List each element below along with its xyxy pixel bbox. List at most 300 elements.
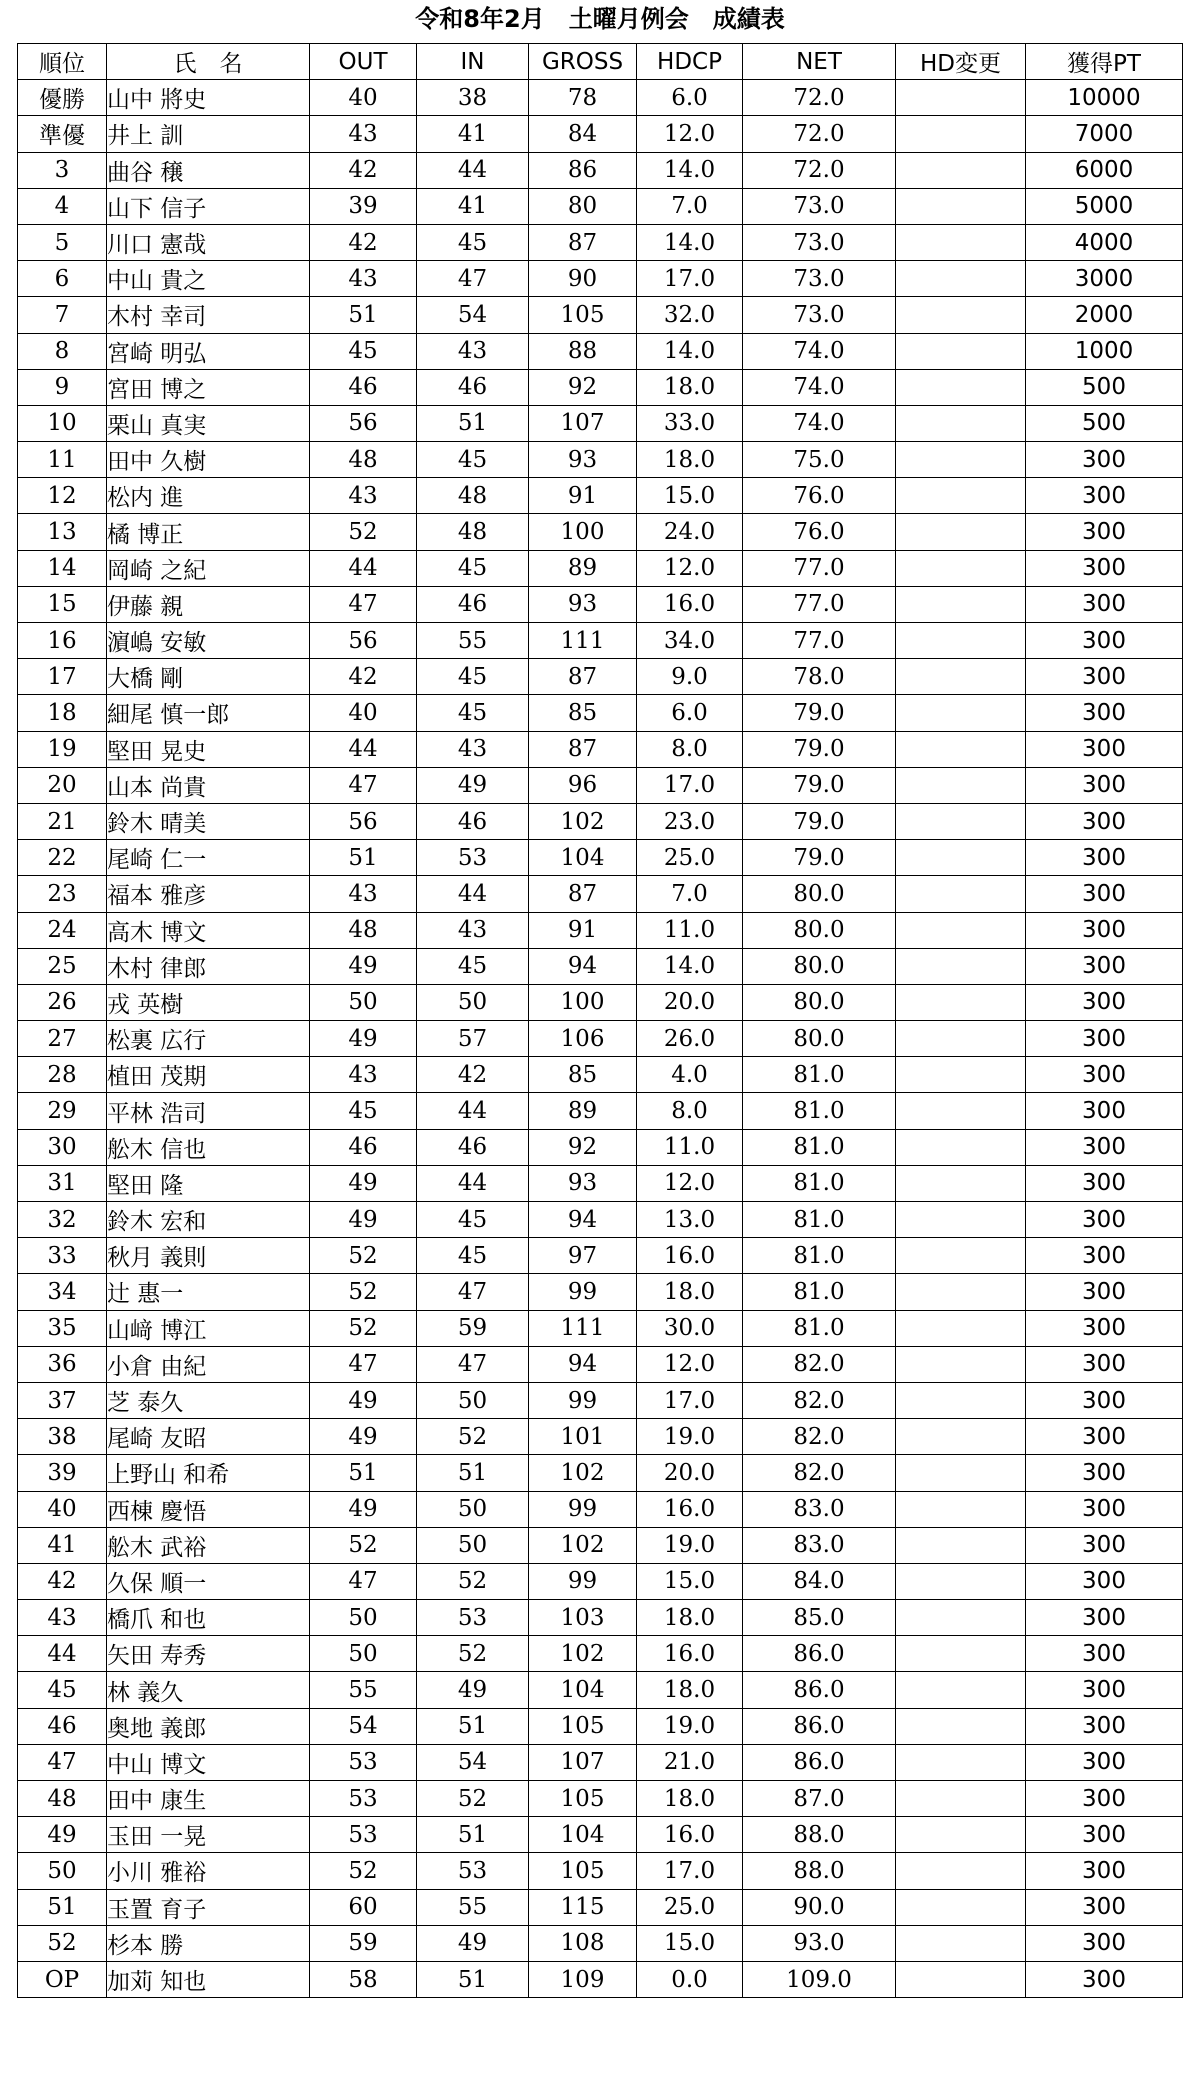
hdcp-cell: 18.0: [637, 1274, 743, 1310]
out-cell: 46: [310, 1129, 417, 1165]
net-cell: 74.0: [743, 333, 896, 369]
in-cell: 50: [417, 1382, 529, 1418]
in-cell: 53: [417, 840, 529, 876]
out-cell: 49: [310, 948, 417, 984]
hdcp-cell: 17.0: [637, 1382, 743, 1418]
rank-cell: 52: [18, 1925, 107, 1961]
points-cell: 300: [1026, 1853, 1183, 1889]
hdcp-cell: 25.0: [637, 840, 743, 876]
net-cell: 73.0: [743, 261, 896, 297]
points-cell: 300: [1026, 840, 1183, 876]
net-cell: 86.0: [743, 1708, 896, 1744]
net-cell: 81.0: [743, 1129, 896, 1165]
hdcp-cell: 13.0: [637, 1202, 743, 1238]
hdcp-cell: 17.0: [637, 1853, 743, 1889]
hd-change-cell: [896, 1853, 1026, 1889]
out-cell: 45: [310, 1093, 417, 1129]
in-cell: 45: [417, 550, 529, 586]
in-cell: 45: [417, 695, 529, 731]
table-row: [18, 623, 1183, 659]
hd-change-cell: [896, 333, 1026, 369]
in-cell: 50: [417, 1527, 529, 1563]
table-row: [18, 297, 1183, 333]
gross-cell: 102: [529, 1455, 637, 1491]
in-cell: 57: [417, 1021, 529, 1057]
name-cell: 山﨑 博江: [107, 1310, 310, 1346]
table-row: [18, 840, 1183, 876]
hdcp-cell: 14.0: [637, 948, 743, 984]
hdcp-cell: 24.0: [637, 514, 743, 550]
points-cell: 300: [1026, 876, 1183, 912]
gross-cell: 93: [529, 586, 637, 622]
table-row: [18, 876, 1183, 912]
hdcp-cell: 18.0: [637, 442, 743, 478]
net-cell: 78.0: [743, 659, 896, 695]
rank-cell: 44: [18, 1636, 107, 1672]
gross-cell: 94: [529, 948, 637, 984]
points-cell: 300: [1026, 731, 1183, 767]
rank-cell: 31: [18, 1165, 107, 1201]
rank-cell: 準優: [18, 116, 107, 152]
gross-cell: 84: [529, 116, 637, 152]
in-cell: 48: [417, 514, 529, 550]
rank-cell: 6: [18, 261, 107, 297]
hd-change-cell: [896, 803, 1026, 839]
hd-change-cell: [896, 1455, 1026, 1491]
points-cell: 6000: [1026, 152, 1183, 188]
hdcp-cell: 16.0: [637, 1238, 743, 1274]
out-cell: 44: [310, 731, 417, 767]
gross-cell: 99: [529, 1274, 637, 1310]
hdcp-cell: 21.0: [637, 1744, 743, 1780]
name-cell: 橋爪 和也: [107, 1600, 310, 1636]
points-cell: 5000: [1026, 188, 1183, 224]
hdcp-cell: 15.0: [637, 1925, 743, 1961]
table-row: [18, 188, 1183, 224]
out-cell: 52: [310, 514, 417, 550]
hd-change-cell: [896, 550, 1026, 586]
hd-change-cell: [896, 188, 1026, 224]
rank-cell: 14: [18, 550, 107, 586]
gross-cell: 104: [529, 1817, 637, 1853]
out-cell: 40: [310, 695, 417, 731]
net-cell: 109.0: [743, 1961, 896, 1997]
out-cell: 59: [310, 1925, 417, 1961]
rank-cell: 38: [18, 1419, 107, 1455]
table-row: [18, 1021, 1183, 1057]
net-cell: 76.0: [743, 514, 896, 550]
net-cell: 79.0: [743, 840, 896, 876]
rank-cell: 優勝: [18, 80, 107, 116]
name-cell: 中山 博文: [107, 1744, 310, 1780]
hd-change-cell: [896, 876, 1026, 912]
col-header-out: OUT: [310, 44, 417, 80]
out-cell: 43: [310, 261, 417, 297]
col-header-hdcp: HDCP: [637, 44, 743, 80]
hdcp-cell: 34.0: [637, 623, 743, 659]
hd-change-cell: [896, 1165, 1026, 1201]
net-cell: 80.0: [743, 876, 896, 912]
hd-change-cell: [896, 1527, 1026, 1563]
rank-cell: 43: [18, 1600, 107, 1636]
out-cell: 49: [310, 1202, 417, 1238]
net-cell: 74.0: [743, 369, 896, 405]
points-cell: 300: [1026, 1563, 1183, 1599]
table-row: [18, 1636, 1183, 1672]
in-cell: 51: [417, 405, 529, 441]
net-cell: 80.0: [743, 948, 896, 984]
name-cell: 松内 進: [107, 478, 310, 514]
in-cell: 45: [417, 948, 529, 984]
rank-cell: 34: [18, 1274, 107, 1310]
points-cell: 300: [1026, 695, 1183, 731]
in-cell: 46: [417, 369, 529, 405]
points-cell: 2000: [1026, 297, 1183, 333]
in-cell: 51: [417, 1817, 529, 1853]
name-cell: 植田 茂期: [107, 1057, 310, 1093]
table-row: [18, 478, 1183, 514]
rank-cell: 7: [18, 297, 107, 333]
points-cell: 300: [1026, 442, 1183, 478]
table-row: [18, 1274, 1183, 1310]
points-cell: 300: [1026, 1925, 1183, 1961]
points-cell: 7000: [1026, 116, 1183, 152]
points-cell: 4000: [1026, 224, 1183, 260]
in-cell: 48: [417, 478, 529, 514]
out-cell: 56: [310, 803, 417, 839]
table-row: [18, 659, 1183, 695]
col-header-points: 獲得PT: [1026, 44, 1183, 80]
points-cell: 300: [1026, 1817, 1183, 1853]
points-cell: 10000: [1026, 80, 1183, 116]
in-cell: 52: [417, 1781, 529, 1817]
table-row: [18, 333, 1183, 369]
out-cell: 47: [310, 586, 417, 622]
rank-cell: 23: [18, 876, 107, 912]
hd-change-cell: [896, 984, 1026, 1020]
name-cell: 宮田 博之: [107, 369, 310, 405]
hdcp-cell: 8.0: [637, 1093, 743, 1129]
points-cell: 500: [1026, 369, 1183, 405]
out-cell: 40: [310, 80, 417, 116]
in-cell: 50: [417, 1491, 529, 1527]
table-row: [18, 152, 1183, 188]
out-cell: 52: [310, 1853, 417, 1889]
gross-cell: 111: [529, 623, 637, 659]
gross-cell: 94: [529, 1346, 637, 1382]
hd-change-cell: [896, 369, 1026, 405]
rank-cell: 47: [18, 1744, 107, 1780]
hd-change-cell: [896, 695, 1026, 731]
gross-cell: 86: [529, 152, 637, 188]
name-cell: 舩木 信也: [107, 1129, 310, 1165]
table-row: [18, 912, 1183, 948]
out-cell: 45: [310, 333, 417, 369]
rank-cell: 48: [18, 1781, 107, 1817]
hd-change-cell: [896, 1961, 1026, 1997]
out-cell: 44: [310, 550, 417, 586]
in-cell: 54: [417, 1744, 529, 1780]
out-cell: 43: [310, 478, 417, 514]
out-cell: 51: [310, 840, 417, 876]
table-row: [18, 1419, 1183, 1455]
name-cell: 福本 雅彦: [107, 876, 310, 912]
gross-cell: 87: [529, 731, 637, 767]
in-cell: 47: [417, 261, 529, 297]
name-cell: 中山 貴之: [107, 261, 310, 297]
hdcp-cell: 15.0: [637, 1563, 743, 1599]
rank-cell: 4: [18, 188, 107, 224]
hd-change-cell: [896, 1057, 1026, 1093]
hdcp-cell: 12.0: [637, 116, 743, 152]
in-cell: 43: [417, 731, 529, 767]
hdcp-cell: 19.0: [637, 1527, 743, 1563]
rank-cell: 27: [18, 1021, 107, 1057]
rank-cell: 51: [18, 1889, 107, 1925]
gross-cell: 105: [529, 297, 637, 333]
hd-change-cell: [896, 261, 1026, 297]
hd-change-cell: [896, 152, 1026, 188]
name-cell: 秋月 義則: [107, 1238, 310, 1274]
in-cell: 49: [417, 1925, 529, 1961]
hdcp-cell: 32.0: [637, 297, 743, 333]
net-cell: 80.0: [743, 912, 896, 948]
net-cell: 72.0: [743, 80, 896, 116]
net-cell: 82.0: [743, 1455, 896, 1491]
table-row: [18, 1310, 1183, 1346]
out-cell: 42: [310, 659, 417, 695]
hdcp-cell: 0.0: [637, 1961, 743, 1997]
hdcp-cell: 8.0: [637, 731, 743, 767]
rank-cell: 9: [18, 369, 107, 405]
net-cell: 88.0: [743, 1853, 896, 1889]
in-cell: 51: [417, 1455, 529, 1491]
name-cell: 山下 信子: [107, 188, 310, 224]
gross-cell: 108: [529, 1925, 637, 1961]
table-row: [18, 550, 1183, 586]
table-row: [18, 1563, 1183, 1599]
name-cell: 濵嶋 安敏: [107, 623, 310, 659]
name-cell: 曲谷 穣: [107, 152, 310, 188]
table-row: [18, 1672, 1183, 1708]
gross-cell: 87: [529, 876, 637, 912]
name-cell: 上野山 和希: [107, 1455, 310, 1491]
gross-cell: 100: [529, 984, 637, 1020]
rank-cell: 28: [18, 1057, 107, 1093]
col-header-hd-change: HD変更: [896, 44, 1026, 80]
in-cell: 41: [417, 188, 529, 224]
hd-change-cell: [896, 767, 1026, 803]
hd-change-cell: [896, 1129, 1026, 1165]
gross-cell: 100: [529, 514, 637, 550]
net-cell: 82.0: [743, 1419, 896, 1455]
in-cell: 45: [417, 1238, 529, 1274]
out-cell: 39: [310, 188, 417, 224]
name-cell: 平林 浩司: [107, 1093, 310, 1129]
in-cell: 47: [417, 1274, 529, 1310]
hd-change-cell: [896, 1817, 1026, 1853]
net-cell: 72.0: [743, 152, 896, 188]
rank-cell: 11: [18, 442, 107, 478]
net-cell: 86.0: [743, 1636, 896, 1672]
hdcp-cell: 7.0: [637, 876, 743, 912]
rank-cell: 13: [18, 514, 107, 550]
gross-cell: 106: [529, 1021, 637, 1057]
name-cell: 西棟 慶悟: [107, 1491, 310, 1527]
name-cell: 岡崎 之紀: [107, 550, 310, 586]
name-cell: 伊藤 親: [107, 586, 310, 622]
hdcp-cell: 14.0: [637, 152, 743, 188]
gross-cell: 93: [529, 1165, 637, 1201]
table-row: [18, 1129, 1183, 1165]
name-cell: 矢田 寿秀: [107, 1636, 310, 1672]
table-row: [18, 695, 1183, 731]
points-cell: 300: [1026, 1310, 1183, 1346]
name-cell: 堅田 隆: [107, 1165, 310, 1201]
name-cell: 辻 惠一: [107, 1274, 310, 1310]
net-cell: 73.0: [743, 224, 896, 260]
name-cell: 尾崎 仁一: [107, 840, 310, 876]
net-cell: 81.0: [743, 1057, 896, 1093]
points-cell: 300: [1026, 1057, 1183, 1093]
header-row: [18, 44, 1183, 80]
rank-cell: 33: [18, 1238, 107, 1274]
rank-cell: 42: [18, 1563, 107, 1599]
out-cell: 53: [310, 1817, 417, 1853]
out-cell: 52: [310, 1527, 417, 1563]
hdcp-cell: 16.0: [637, 586, 743, 622]
out-cell: 49: [310, 1021, 417, 1057]
out-cell: 50: [310, 1600, 417, 1636]
net-cell: 81.0: [743, 1274, 896, 1310]
rank-cell: 35: [18, 1310, 107, 1346]
rank-cell: OP: [18, 1961, 107, 1997]
rank-cell: 5: [18, 224, 107, 260]
hdcp-cell: 20.0: [637, 1455, 743, 1491]
hd-change-cell: [896, 1563, 1026, 1599]
gross-cell: 107: [529, 405, 637, 441]
hd-change-cell: [896, 1672, 1026, 1708]
points-cell: 300: [1026, 1708, 1183, 1744]
gross-cell: 102: [529, 803, 637, 839]
hd-change-cell: [896, 1781, 1026, 1817]
rank-cell: 21: [18, 803, 107, 839]
out-cell: 52: [310, 1238, 417, 1274]
hdcp-cell: 7.0: [637, 188, 743, 224]
name-cell: 松裏 広行: [107, 1021, 310, 1057]
points-cell: 300: [1026, 1744, 1183, 1780]
col-header-net: NET: [743, 44, 896, 80]
in-cell: 59: [417, 1310, 529, 1346]
name-cell: 宮崎 明弘: [107, 333, 310, 369]
net-cell: 72.0: [743, 116, 896, 152]
hdcp-cell: 16.0: [637, 1491, 743, 1527]
gross-cell: 94: [529, 1202, 637, 1238]
rank-cell: 29: [18, 1093, 107, 1129]
hdcp-cell: 16.0: [637, 1817, 743, 1853]
name-cell: 加苅 知也: [107, 1961, 310, 1997]
net-cell: 73.0: [743, 188, 896, 224]
points-cell: 300: [1026, 984, 1183, 1020]
out-cell: 43: [310, 876, 417, 912]
net-cell: 80.0: [743, 984, 896, 1020]
net-cell: 80.0: [743, 1021, 896, 1057]
points-cell: 300: [1026, 803, 1183, 839]
hd-change-cell: [896, 1238, 1026, 1274]
net-cell: 86.0: [743, 1672, 896, 1708]
in-cell: 51: [417, 1961, 529, 1997]
in-cell: 43: [417, 912, 529, 948]
name-cell: 大橋 剛: [107, 659, 310, 695]
hd-change-cell: [896, 116, 1026, 152]
in-cell: 54: [417, 297, 529, 333]
out-cell: 49: [310, 1382, 417, 1418]
gross-cell: 90: [529, 261, 637, 297]
name-cell: 堅田 晃史: [107, 731, 310, 767]
points-cell: 300: [1026, 1129, 1183, 1165]
hd-change-cell: [896, 1021, 1026, 1057]
name-cell: 高木 博文: [107, 912, 310, 948]
hd-change-cell: [896, 1382, 1026, 1418]
table-row: [18, 1455, 1183, 1491]
hdcp-cell: 26.0: [637, 1021, 743, 1057]
rank-cell: 26: [18, 984, 107, 1020]
points-cell: 300: [1026, 514, 1183, 550]
results-table: [17, 43, 1183, 1998]
hdcp-cell: 33.0: [637, 405, 743, 441]
points-cell: 500: [1026, 405, 1183, 441]
in-cell: 47: [417, 1346, 529, 1382]
table-row: [18, 586, 1183, 622]
points-cell: 300: [1026, 623, 1183, 659]
name-cell: 小倉 由紀: [107, 1346, 310, 1382]
rank-cell: 22: [18, 840, 107, 876]
rank-cell: 18: [18, 695, 107, 731]
rank-cell: 25: [18, 948, 107, 984]
points-cell: 300: [1026, 1382, 1183, 1418]
table-row: [18, 1853, 1183, 1889]
net-cell: 81.0: [743, 1202, 896, 1238]
gross-cell: 111: [529, 1310, 637, 1346]
rank-cell: 3: [18, 152, 107, 188]
gross-cell: 102: [529, 1527, 637, 1563]
points-cell: 300: [1026, 1202, 1183, 1238]
hd-change-cell: [896, 514, 1026, 550]
rank-cell: 15: [18, 586, 107, 622]
in-cell: 51: [417, 1708, 529, 1744]
hd-change-cell: [896, 840, 1026, 876]
rank-cell: 37: [18, 1382, 107, 1418]
gross-cell: 92: [529, 369, 637, 405]
hd-change-cell: [896, 1889, 1026, 1925]
name-cell: 川口 憲哉: [107, 224, 310, 260]
in-cell: 46: [417, 803, 529, 839]
table-row: [18, 369, 1183, 405]
rank-cell: 41: [18, 1527, 107, 1563]
in-cell: 46: [417, 1129, 529, 1165]
in-cell: 52: [417, 1419, 529, 1455]
in-cell: 43: [417, 333, 529, 369]
rank-cell: 10: [18, 405, 107, 441]
rank-cell: 30: [18, 1129, 107, 1165]
hd-change-cell: [896, 1419, 1026, 1455]
table-row: [18, 731, 1183, 767]
gross-cell: 92: [529, 1129, 637, 1165]
name-cell: 杉本 勝: [107, 1925, 310, 1961]
rank-cell: 46: [18, 1708, 107, 1744]
net-cell: 79.0: [743, 803, 896, 839]
col-header-rank: 順位: [18, 44, 107, 80]
